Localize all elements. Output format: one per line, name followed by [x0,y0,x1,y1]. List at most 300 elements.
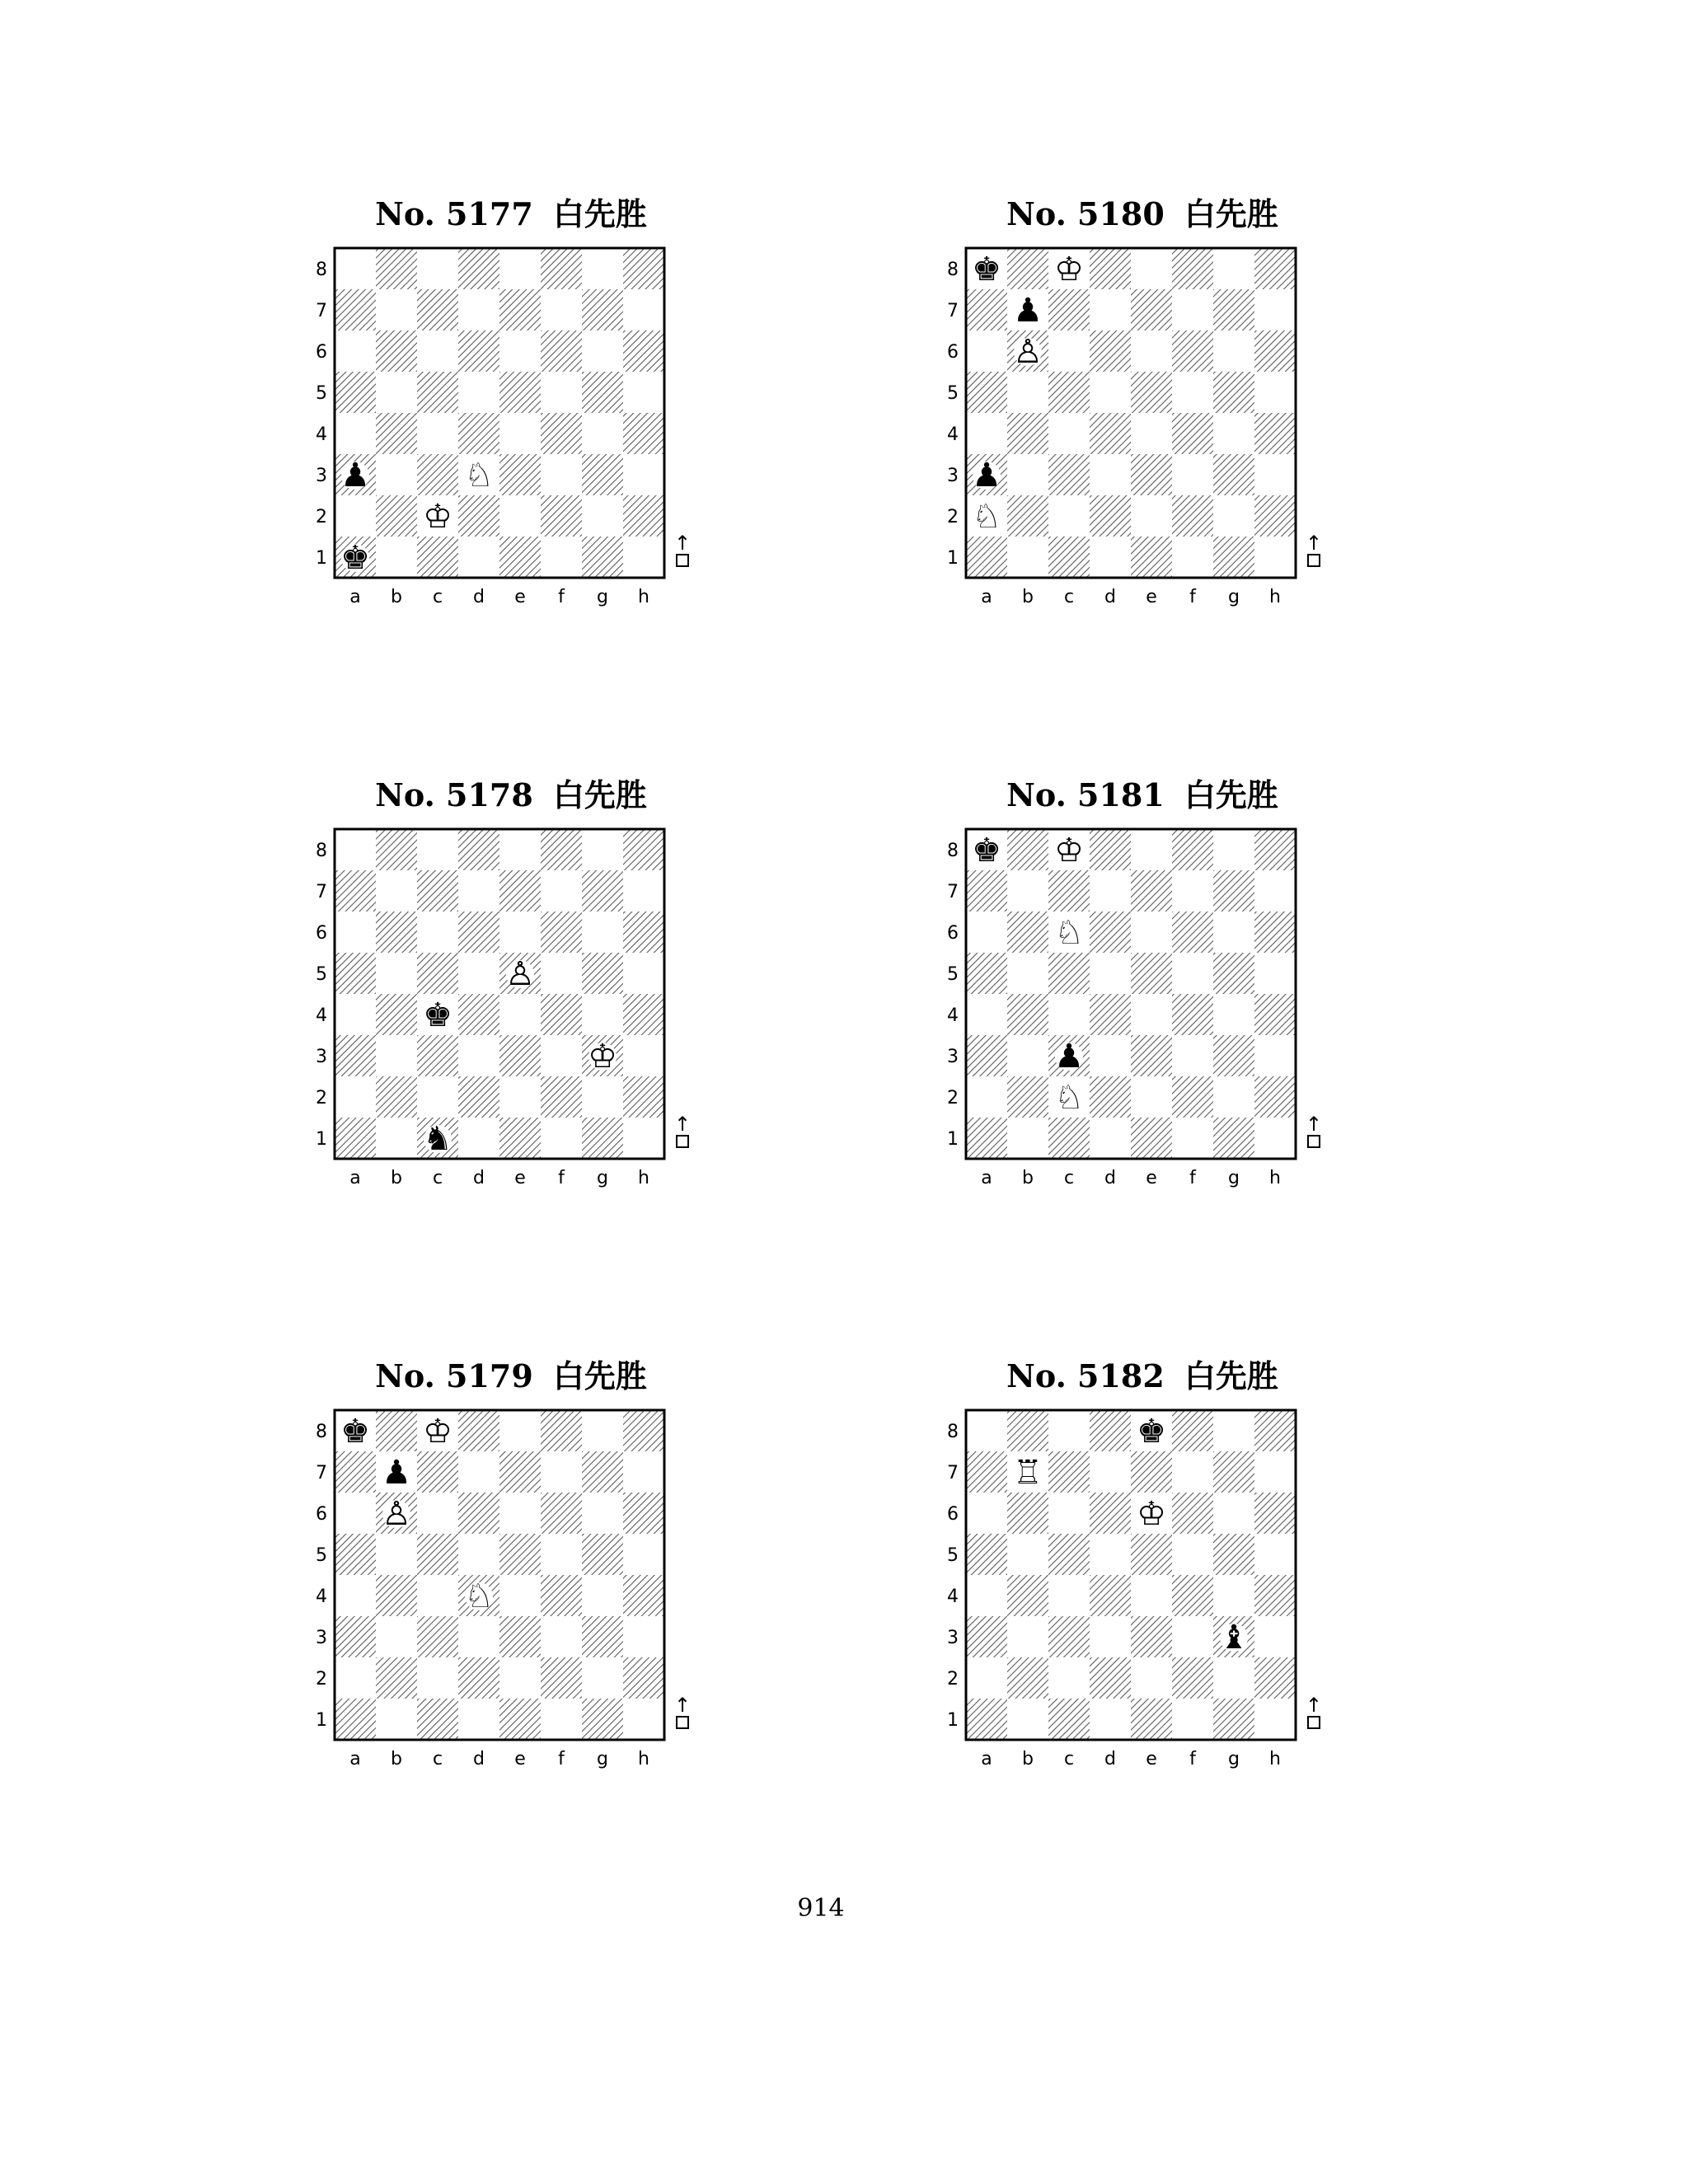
puzzle-title [346,194,676,235]
board-square-f5 [1172,372,1213,413]
board-square-f1 [541,1118,582,1159]
board-square-e5 [499,372,541,413]
file-label: d [473,587,485,607]
rank-label: 4 [316,1586,327,1607]
board-square-a4 [335,1575,376,1616]
board-square-b8 [376,248,417,289]
file-label: h [638,587,649,607]
board-square-g7 [1213,289,1254,330]
black-king-icon: ♚ [340,1413,370,1451]
board-square-f7 [541,870,582,912]
file-label: e [514,587,526,607]
rank-label: 5 [947,1545,959,1566]
board-square-a3 [335,1616,376,1657]
side-to-move-arrow-icon: ↑ [1305,1113,1323,1136]
board-square-h8 [623,1410,664,1451]
board-square-f6 [541,912,582,953]
board-square-e6 [1131,330,1172,372]
board-square-f6 [1172,330,1213,372]
board-square-c3 [417,454,458,495]
board-square-d2 [458,495,499,537]
rank-label: 5 [947,383,959,404]
puzzle-number: No. 5178 [375,776,533,813]
board-square-f3 [1172,1616,1213,1657]
board-square-f2 [1172,1076,1213,1118]
board-square-a2 [335,1076,376,1118]
board-square-f5 [1172,953,1213,994]
board-square-e4 [1131,413,1172,454]
board-square-d5 [1090,953,1131,994]
board-square-a2 [335,1657,376,1699]
board-square-f5 [1172,1534,1213,1575]
board-square-d4 [458,994,499,1035]
board-square-g8 [1213,829,1254,870]
board-square-h7 [623,1451,664,1493]
board-square-h8 [1254,1410,1296,1451]
board-square-g3 [582,1616,623,1657]
board-square-h4 [1254,1575,1296,1616]
board-square-f2 [541,1076,582,1118]
white-to-move-icon [677,555,688,566]
side-to-move-arrow-icon: ↑ [1305,532,1323,555]
board-square-c8 [417,248,458,289]
board-square-h3 [1254,1616,1296,1657]
white-king-icon: ♔ [1054,251,1084,288]
rank-label: 8 [947,1422,959,1442]
file-label: c [1063,1168,1075,1188]
board-square-d6 [1090,912,1131,953]
board-square-a4 [335,994,376,1035]
board-square-f7 [1172,870,1213,912]
board-square-d6 [458,330,499,372]
board-square-f6 [1172,912,1213,953]
side-to-move-arrow-icon: ↑ [1305,1694,1323,1717]
board-square-h8 [623,829,664,870]
board-square-e3 [499,1616,541,1657]
board-square-b3 [376,1035,417,1076]
board-square-c3 [417,1035,458,1076]
board-square-g4 [1213,413,1254,454]
white-knight-icon: ♘ [972,498,1001,536]
board-square-e7 [1131,1451,1172,1493]
board-square-a5 [966,1534,1007,1575]
white-to-move-icon [1308,1717,1320,1728]
white-knight-icon: ♘ [1054,1079,1084,1117]
board-square-b2 [1007,495,1048,537]
board-square-f5 [541,953,582,994]
board-square-a5 [335,372,376,413]
board-square-g8 [582,829,623,870]
board-square-b2 [1007,1076,1048,1118]
board-square-c5 [417,953,458,994]
file-label: f [1189,1168,1196,1188]
file-label: f [1189,587,1196,607]
board-square-g5 [582,1534,623,1575]
white-to-move-icon [1308,1136,1320,1147]
board-square-g5 [1213,953,1254,994]
board-square-g7 [1213,870,1254,912]
board-square-c1 [1048,1699,1090,1740]
chessboard [945,824,1373,1195]
rank-label: 6 [947,342,959,363]
file-label: b [1022,1749,1034,1769]
board-square-g7 [1213,1451,1254,1493]
rank-label: 3 [316,466,327,486]
black-king-icon: ♚ [423,996,452,1034]
board-square-h3 [623,454,664,495]
puzzle-title [346,775,676,816]
board-square-f6 [541,1493,582,1534]
board-square-a1 [335,1699,376,1740]
white-to-move-icon [1308,555,1320,566]
board-square-b6 [1007,912,1048,953]
board-square-a2 [966,1657,1007,1699]
board-square-g1 [1213,1699,1254,1740]
board-square-e3 [1131,1616,1172,1657]
puzzle-title [978,194,1307,235]
puzzle-caption: 白先胜 [1184,1357,1278,1394]
board-square-c2 [417,1657,458,1699]
board-square-a5 [335,953,376,994]
file-label: f [558,1749,565,1769]
rank-label: 1 [316,1129,327,1150]
board-square-c4 [417,413,458,454]
black-pawn-icon: ♟ [972,457,1001,494]
board-square-h2 [1254,495,1296,537]
board-square-a1 [966,1699,1007,1740]
rank-label: 8 [316,260,327,280]
board-square-f1 [1172,537,1213,578]
board-square-b4 [1007,994,1048,1035]
board-square-g1 [1213,537,1254,578]
board-square-e1 [499,1699,541,1740]
board-square-e1 [1131,537,1172,578]
board-square-c7 [417,289,458,330]
puzzle-diagram-2 [313,775,742,1236]
board-square-a5 [966,372,1007,413]
board-square-c6 [417,1493,458,1534]
board-square-b2 [1007,1657,1048,1699]
board-square-e2 [499,1076,541,1118]
board-square-h5 [1254,953,1296,994]
board-square-c1 [417,1699,458,1740]
board-square-g6 [582,912,623,953]
board-square-g5 [582,953,623,994]
puzzle-number: No. 5182 [1006,1357,1165,1394]
file-label: g [1228,587,1240,607]
rank-label: 3 [947,1628,959,1648]
board-square-g1 [582,1699,623,1740]
board-square-d1 [458,1118,499,1159]
board-square-b8 [1007,1410,1048,1451]
board-square-h6 [1254,330,1296,372]
board-square-g2 [1213,495,1254,537]
board-square-c1 [417,537,458,578]
board-square-h4 [623,994,664,1035]
board-square-h3 [623,1035,664,1076]
file-label: e [1146,1749,1157,1769]
board-square-c1 [1048,1118,1090,1159]
board-square-d7 [1090,1451,1131,1493]
board-square-e2 [1131,1076,1172,1118]
file-label: g [597,1749,608,1769]
board-square-d7 [458,870,499,912]
rank-label: 8 [316,1422,327,1442]
file-label: h [638,1749,649,1769]
board-square-f2 [541,495,582,537]
board-square-e3 [1131,1035,1172,1076]
board-square-a3 [335,1035,376,1076]
board-square-c7 [1048,1451,1090,1493]
puzzle-number: No. 5181 [1006,776,1165,813]
board-square-b2 [376,1657,417,1699]
board-square-c8 [1048,1410,1090,1451]
board-square-d3 [1090,454,1131,495]
board-square-f8 [1172,1410,1213,1451]
board-square-d4 [458,413,499,454]
board-square-g5 [1213,1534,1254,1575]
board-square-c3 [1048,1616,1090,1657]
rank-label: 3 [316,1047,327,1067]
board-square-d1 [1090,537,1131,578]
board-square-c6 [417,330,458,372]
board-square-g3 [582,454,623,495]
board-square-e6 [499,912,541,953]
board-square-d8 [458,829,499,870]
puzzle-diagram-1 [945,194,1373,655]
board-square-e2 [1131,495,1172,537]
board-square-e3 [499,454,541,495]
board-square-b3 [1007,1616,1048,1657]
board-square-d2 [1090,1076,1131,1118]
board-square-b6 [1007,1493,1048,1534]
rank-label: 3 [947,1047,959,1067]
rank-label: 8 [316,841,327,861]
black-king-icon: ♚ [340,539,370,577]
file-label: h [1269,587,1281,607]
board-square-f4 [1172,1575,1213,1616]
board-square-a1 [335,1118,376,1159]
board-square-c7 [1048,289,1090,330]
board-square-f3 [541,1616,582,1657]
chessboard [313,243,742,614]
board-square-b3 [376,454,417,495]
board-square-h2 [623,1076,664,1118]
file-label: d [473,1168,485,1188]
board-square-a7 [966,289,1007,330]
board-square-a6 [335,1493,376,1534]
board-square-b1 [1007,537,1048,578]
board-square-f7 [541,1451,582,1493]
board-square-f2 [541,1657,582,1699]
rank-label: 2 [316,1088,327,1108]
white-king-icon: ♔ [423,498,452,536]
board-square-h5 [1254,1534,1296,1575]
board-square-a7 [966,1451,1007,1493]
board-square-f5 [541,372,582,413]
black-king-icon: ♚ [1137,1413,1166,1451]
board-square-b8 [376,829,417,870]
board-square-h4 [1254,994,1296,1035]
board-square-g1 [582,1118,623,1159]
rank-label: 3 [316,1628,327,1648]
white-knight-icon: ♘ [464,457,494,494]
board-square-c7 [417,1451,458,1493]
board-square-b8 [376,1410,417,1451]
board-square-b4 [376,994,417,1035]
board-square-g1 [582,537,623,578]
board-square-a5 [966,953,1007,994]
board-square-b8 [1007,829,1048,870]
board-square-g6 [582,1493,623,1534]
board-square-b7 [376,870,417,912]
rank-label: 6 [947,1504,959,1525]
board-square-f6 [1172,1493,1213,1534]
board-square-c7 [417,870,458,912]
black-king-icon: ♚ [972,832,1001,869]
board-square-c5 [417,372,458,413]
board-square-f3 [541,454,582,495]
rank-label: 8 [947,841,959,861]
board-square-f5 [541,1534,582,1575]
board-square-h2 [623,1657,664,1699]
board-square-h6 [1254,912,1296,953]
black-pawn-icon: ♟ [340,457,370,494]
board-square-g6 [582,330,623,372]
board-square-e6 [499,330,541,372]
board-square-b1 [376,1118,417,1159]
board-square-e5 [499,1534,541,1575]
file-label: h [638,1168,649,1188]
black-pawn-icon: ♟ [382,1454,411,1492]
board-square-d3 [458,1616,499,1657]
white-king-icon: ♔ [423,1413,452,1451]
board-square-e1 [1131,1118,1172,1159]
board-square-d1 [1090,1118,1131,1159]
board-square-g3 [1213,454,1254,495]
board-square-e5 [1131,1534,1172,1575]
board-square-a6 [335,330,376,372]
board-square-f4 [541,413,582,454]
board-square-h5 [1254,372,1296,413]
board-square-d2 [1090,495,1131,537]
rank-label: 1 [316,1710,327,1731]
file-label: d [1104,587,1116,607]
board-square-d5 [458,372,499,413]
board-square-f4 [1172,994,1213,1035]
board-square-g6 [1213,330,1254,372]
board-square-d4 [1090,994,1131,1035]
rank-label: 2 [316,1669,327,1690]
board-square-d5 [1090,372,1131,413]
board-square-f1 [541,537,582,578]
board-square-e8 [499,1410,541,1451]
page-number: 914 [797,1894,845,1923]
file-label: d [1104,1749,1116,1769]
white-pawn-icon: ♙ [382,1495,411,1533]
puzzle-diagram-3 [945,775,1373,1236]
board-square-b8 [1007,248,1048,289]
board-square-b4 [376,1575,417,1616]
white-rook-icon: ♖ [1013,1454,1043,1492]
rank-label: 6 [316,1504,327,1525]
board-square-h2 [1254,1657,1296,1699]
board-square-f7 [1172,1451,1213,1493]
board-square-h6 [623,912,664,953]
file-label: c [1063,1749,1075,1769]
board-square-b5 [376,1534,417,1575]
board-square-b2 [376,495,417,537]
board-square-d8 [1090,829,1131,870]
board-square-e8 [1131,829,1172,870]
board-square-h5 [623,953,664,994]
rank-label: 4 [947,1586,959,1607]
puzzle-caption: 白先胜 [552,1357,647,1394]
board-square-c6 [417,912,458,953]
rank-label: 4 [947,1005,959,1026]
board-square-d1 [458,537,499,578]
board-square-h8 [1254,829,1296,870]
board-square-h4 [1254,413,1296,454]
rank-label: 6 [947,923,959,944]
rank-label: 1 [947,1710,959,1731]
board-square-b5 [1007,953,1048,994]
board-square-h2 [623,495,664,537]
board-square-h1 [1254,1118,1296,1159]
rank-label: 3 [947,466,959,486]
white-pawn-icon: ♙ [1013,333,1043,371]
board-square-b1 [1007,1699,1048,1740]
board-square-b5 [376,953,417,994]
file-label: b [391,1749,402,1769]
board-square-e8 [499,248,541,289]
puzzle-number: No. 5180 [1006,195,1165,232]
board-square-e8 [499,829,541,870]
board-square-b1 [376,537,417,578]
board-square-g8 [582,1410,623,1451]
rank-label: 5 [316,964,327,985]
puzzle-diagram-0 [313,194,742,655]
file-label: d [473,1749,485,1769]
rank-label: 7 [947,301,959,321]
board-square-c8 [417,829,458,870]
black-pawn-icon: ♟ [1013,292,1043,330]
file-label: f [558,1168,565,1188]
board-square-c5 [1048,953,1090,994]
board-square-c2 [1048,1657,1090,1699]
black-knight-icon: ♞ [423,1120,452,1158]
board-square-c4 [1048,413,1090,454]
white-to-move-icon [677,1136,688,1147]
board-square-a7 [335,289,376,330]
board-square-g6 [1213,1493,1254,1534]
rank-label: 6 [316,923,327,944]
board-square-e7 [499,1451,541,1493]
board-square-h6 [623,330,664,372]
board-square-e4 [499,994,541,1035]
board-square-d8 [1090,1410,1131,1451]
board-square-a7 [335,870,376,912]
board-square-b5 [376,372,417,413]
side-to-move-arrow-icon: ↑ [673,1113,692,1136]
board-square-d3 [1090,1035,1131,1076]
file-label: b [1022,1168,1034,1188]
board-square-g4 [582,994,623,1035]
board-square-e7 [1131,870,1172,912]
board-square-g4 [1213,1575,1254,1616]
board-square-e3 [1131,454,1172,495]
board-square-f8 [1172,829,1213,870]
